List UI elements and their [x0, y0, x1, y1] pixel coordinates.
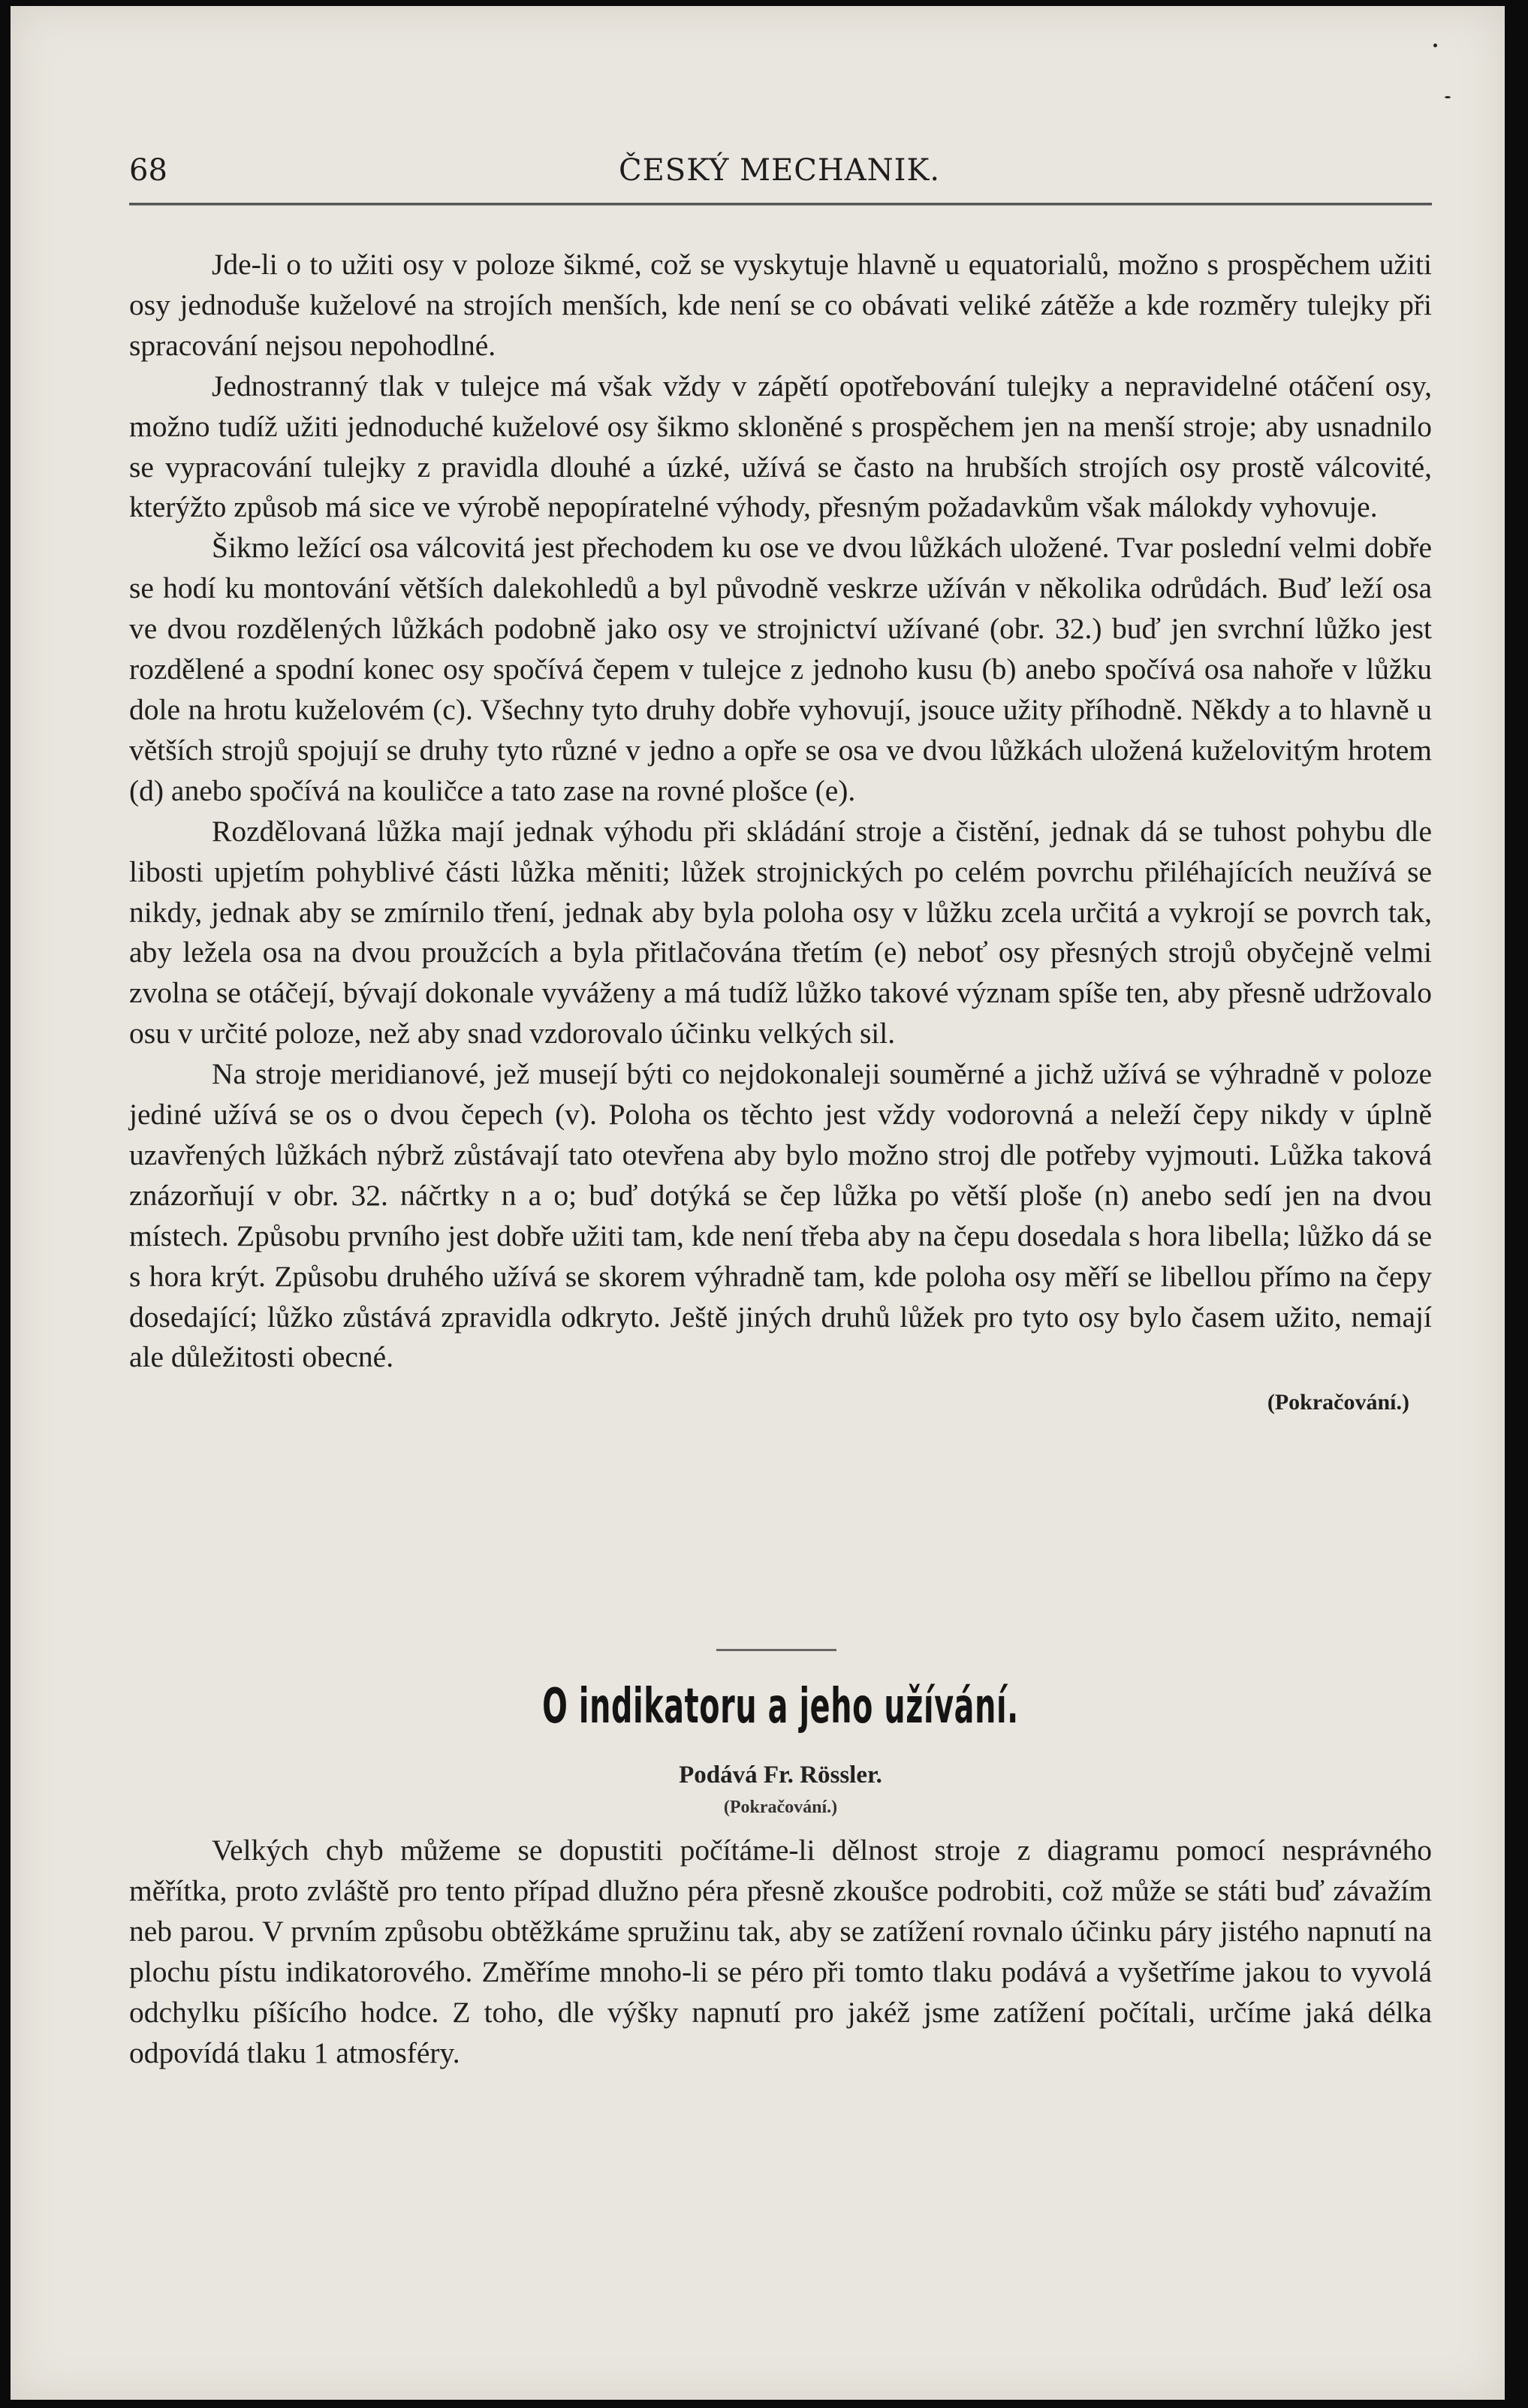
journal-title: ČESKÝ MECHANIK.	[619, 153, 941, 188]
running-header	[129, 153, 1432, 198]
header-rule	[129, 203, 1432, 206]
paragraph: Jde-li o to užiti osy v poloze šikmé, což se vyskytuje hlavně u equatorialů, možno s prospěchem užiti osy jednoduše kuželové na strojích menších, kde není se co obávati veliké zátěže a kde rozměry tulejky při spracování nejsou nepohodlné.	[129, 248, 1432, 362]
article-title: O indikatoru a jeho užívání.	[542, 1679, 1019, 1734]
continued-marker-row	[129, 1378, 1432, 1423]
scan-speck	[1445, 96, 1451, 98]
paragraph: Šikmo ležící osa válcovitá jest přechodem ku ose ve dvou lůžkách uložené. Tvar poslední velmi dobře se hodí ku montování větších dalekohledů a byl původně veskrze užíván v několika odrůdách. Buď leží osa ve dvou rozdělených lůžkách podobně jako osy ve strojnictví užívané (obr. 32.) buď jen svrchní lůžko jest rozdělené a spodní konec osy spočívá čepem v tulejce z jednoho kusu (b) anebo spočívá osa nahoře v lůžku dole na hrotu kuželovém (c). Všechny tyto druhy dobře vyhovují, jsouce užity příhodně. Někdy a to hlavně u větších strojů spojují se druhy tyto různé v jedno a opře se osa ve dvou lůžkách uložená kuželovitým hrotem (d) anebo spočívá na kouličce a tato zase na rovné plošce (e).	[129, 531, 1432, 807]
paragraph: Jednostranný tlak v tulejce má však vždy v zápětí opotřebování tulejky a nepravidelné otáčení osy, možno tudíž užiti jednoduché kuželové osy šikmo skloněné s prospěchem jen na menší stroje; aby usnadnilo se vypracování tulejky z pravidla dlouhé a úzké, užívá se často na hrubších strojích osy prostě válcovité, kterýžto způsob má sice ve výrobě nepopíratelné výhody, přesným požadavkům však málokdy vyhovuje.	[129, 369, 1432, 524]
continuation-section	[129, 245, 1432, 1423]
paragraph: Na stroje meridianové, jež musejí býti co nejdokonaleji souměrné a jichž užívá se výhradně v poloze jediné užívá se os o dvou čepech (v). Poloha os těchto jest vždy vodorovná a neleží čepy nikdy v úplně uzavřených lůžkách nýbrž zůstávají tato otevřena aby bylo možno stroj dle potřeby vyjmouti. Lůžka taková znázorňují v obr. 32. náčrtky n a o; buď dotýká se čep lůžka po větší ploše (n) anebo sedí jen na dvou místech. Způsobu prvního jest dobře užiti tam, kde není třeba aby na čepu dosedala s hora libella; lůžko dá se s hora krýt. Způsobu druhého užívá se skorem výhradně tam, kde poloha osy měří se libellou přímo na čepy dosedající; lůžko zůstává zpravidla odkryto. Ještě jiných druhů lůžek pro tyto osy bylo časem užito, nemají ale důležitosti obecné.	[129, 1057, 1432, 1374]
paragraph: Velkých chyb můžeme se dopustiti počítáme-li dělnost stroje z diagramu pomocí nesprávného měřítka, proto zvláště pro tento případ dlužno péra přesně zkoušce podrobiti, což může se státi buď závažím neb parou. V prvním způsobu obtěžkáme spružinu tak, aby se zatížení rovnalo účinku páry jistého napnutí na plochu pístu indikatorového. Změříme mnoho-li se péro při tomto tlaku podává a vyšetříme jakou to vyvolá odchylku píšícího hodce. Z toho, dle výšky napnutí pro jakéž jsme zatížení počítali, určíme jaká délka odpovídá tlaku 1 atmosféry.	[129, 1834, 1432, 2069]
article-byline: Podává Fr. Rössler.	[679, 1762, 882, 1789]
scan-speck	[1433, 44, 1437, 47]
section-divider	[716, 1649, 836, 1651]
page-number: 68	[129, 153, 167, 188]
document-page	[11, 6, 1505, 2400]
continued-marker: (Pokračování.)	[1267, 1390, 1409, 1415]
paragraph: Rozdělovaná lůžka mají jednak výhodu při skládání stroje a čistění, jednak dá se tuhost pohybu dle libosti upjetím pohyblivé části lůžka měniti; lůžek strojnických po celém povrchu přiléhajících neužívá se nikdy, jednak aby se zmírnilo tření, jednak aby byla poloha osy v lůžku zcela určitá a vykrojí se povrch tak, aby ležela osa na dvou proužcích a byla přitlačována třetím (e) neboť osy přesných strojů obyčejně velmi zvolna se otáčejí, bývají dokonale vyváženy a má tudíž lůžko takové význam spíše ten, aby přesně udržovalo osu v určité poloze, než aby snad vzdorovalo účinku velkých sil.	[129, 814, 1432, 1050]
article-continued-note: (Pokračování.)	[723, 1798, 838, 1817]
article-body	[129, 1831, 1432, 2073]
